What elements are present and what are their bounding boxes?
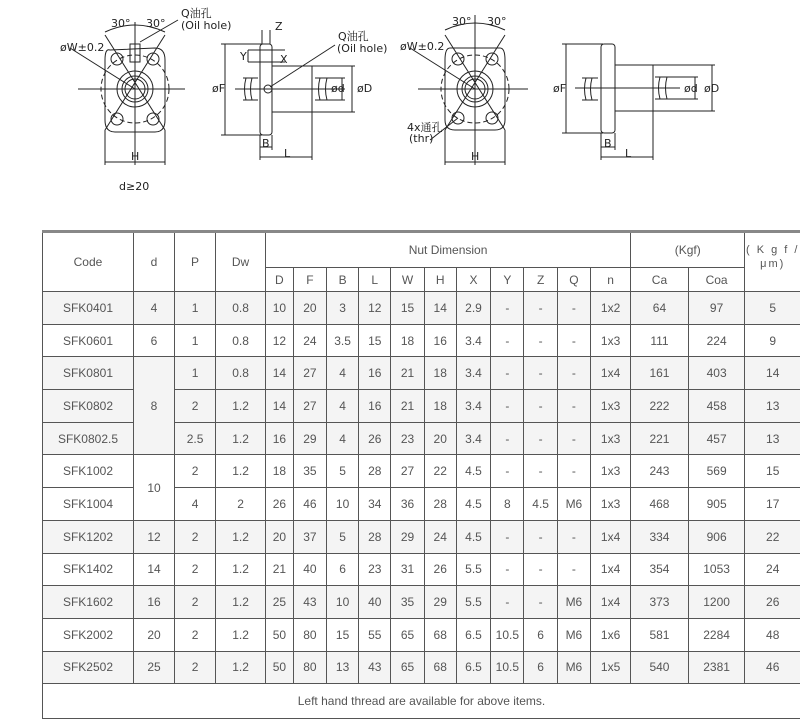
header-Z: Z bbox=[524, 268, 557, 292]
cell-n: 1x5 bbox=[591, 651, 631, 684]
right-front-angle-right: 30° bbox=[487, 15, 507, 28]
header-load-unit: (Kgf) bbox=[631, 232, 745, 268]
cell-L: 28 bbox=[359, 520, 391, 553]
cell-Q: - bbox=[557, 455, 590, 488]
cell-n: 1x3 bbox=[591, 390, 631, 423]
cell-W: 31 bbox=[391, 553, 424, 586]
cell-rigidity: 14 bbox=[745, 357, 800, 390]
cell-B: 5 bbox=[327, 455, 359, 488]
cell-Coa: 457 bbox=[688, 422, 745, 455]
cell-B: 3 bbox=[327, 292, 359, 325]
cell-Y: 8 bbox=[491, 488, 524, 521]
cell-Z: - bbox=[524, 390, 557, 423]
cell-F: 35 bbox=[293, 455, 326, 488]
cell-Coa: 403 bbox=[688, 357, 745, 390]
cell-Ca: 540 bbox=[631, 651, 689, 684]
cell-rigidity: 24 bbox=[745, 553, 800, 586]
cell-dw: 0.8 bbox=[216, 357, 266, 390]
cell-F: 80 bbox=[293, 651, 326, 684]
header-Q: Q bbox=[557, 268, 590, 292]
cell-p: 2 bbox=[175, 553, 216, 586]
right-side-d-label: ød bbox=[684, 82, 698, 95]
cell-Y: - bbox=[491, 292, 524, 325]
cell-H: 14 bbox=[424, 292, 456, 325]
cell-B: 4 bbox=[327, 357, 359, 390]
cell-n: 1x3 bbox=[591, 422, 631, 455]
cell-D: 26 bbox=[266, 488, 294, 521]
cell-Z: - bbox=[524, 455, 557, 488]
cell-W: 65 bbox=[391, 651, 424, 684]
left-front-angle-right: 30° bbox=[146, 17, 166, 30]
cell-L: 23 bbox=[359, 553, 391, 586]
cell-X: 3.4 bbox=[456, 357, 490, 390]
cell-Coa: 224 bbox=[688, 324, 745, 357]
cell-Y: 10.5 bbox=[491, 651, 524, 684]
cell-Coa: 458 bbox=[688, 390, 745, 423]
header-X: X bbox=[456, 268, 490, 292]
cell-code: SFK1402 bbox=[43, 553, 134, 586]
cell-n: 1x3 bbox=[591, 324, 631, 357]
cell-W: 35 bbox=[391, 586, 424, 619]
header-n: n bbox=[591, 268, 631, 292]
cell-H: 16 bbox=[424, 324, 456, 357]
left-side-y-label: Y bbox=[240, 50, 247, 63]
header-L: L bbox=[359, 268, 391, 292]
left-side-l-label: L bbox=[284, 147, 290, 160]
header-H: H bbox=[424, 268, 456, 292]
cell-dw: 1.2 bbox=[216, 455, 266, 488]
cell-L: 15 bbox=[359, 324, 391, 357]
cell-code: SFK0802 bbox=[43, 390, 134, 423]
cell-Ca: 64 bbox=[631, 292, 689, 325]
header-nut-dimension: Nut Dimension bbox=[266, 232, 631, 268]
cell-B: 3.5 bbox=[327, 324, 359, 357]
cell-Z: - bbox=[524, 553, 557, 586]
cell-d: 4 bbox=[133, 292, 174, 325]
technical-drawings bbox=[0, 0, 800, 200]
left-side-x-label: X bbox=[280, 53, 288, 66]
cell-rigidity: 5 bbox=[745, 292, 800, 325]
cell-Coa: 2284 bbox=[688, 618, 745, 651]
cell-code: SFK0401 bbox=[43, 292, 134, 325]
cell-p: 1 bbox=[175, 292, 216, 325]
right-front-thru-hole-cn: 4x通孔 bbox=[407, 119, 443, 135]
table-row bbox=[43, 520, 800, 553]
cell-Ca: 468 bbox=[631, 488, 689, 521]
cell-X: 3.4 bbox=[456, 390, 490, 423]
cell-L: 40 bbox=[359, 586, 391, 619]
left-front-width-label: H bbox=[131, 150, 139, 163]
cell-X: 3.4 bbox=[456, 422, 490, 455]
cell-Ca: 111 bbox=[631, 324, 689, 357]
cell-n: 1x4 bbox=[591, 520, 631, 553]
cell-Z: - bbox=[524, 324, 557, 357]
cell-p: 2 bbox=[175, 390, 216, 423]
cell-X: 3.4 bbox=[456, 324, 490, 357]
cell-Y: - bbox=[491, 553, 524, 586]
cell-X: 6.5 bbox=[456, 618, 490, 651]
cell-L: 34 bbox=[359, 488, 391, 521]
header-p: P bbox=[175, 232, 216, 292]
cell-Y: - bbox=[491, 586, 524, 619]
header-dw: Dw bbox=[216, 232, 266, 292]
cell-Z: - bbox=[524, 357, 557, 390]
cell-B: 13 bbox=[327, 651, 359, 684]
cell-D: 10 bbox=[266, 292, 294, 325]
cell-d: 14 bbox=[133, 553, 174, 586]
cell-Q: - bbox=[557, 357, 590, 390]
cell-d: 20 bbox=[133, 618, 174, 651]
cell-dw: 1.2 bbox=[216, 520, 266, 553]
cell-dw: 1.2 bbox=[216, 651, 266, 684]
cell-Q: M6 bbox=[557, 651, 590, 684]
cell-X: 4.5 bbox=[456, 455, 490, 488]
cell-d: 12 bbox=[133, 520, 174, 553]
cell-Ca: 373 bbox=[631, 586, 689, 619]
cell-Q: M6 bbox=[557, 488, 590, 521]
cell-Y: - bbox=[491, 357, 524, 390]
cell-D: 50 bbox=[266, 651, 294, 684]
right-side-f-label: øF bbox=[553, 82, 566, 95]
cell-d: 25 bbox=[133, 651, 174, 684]
cell-B: 4 bbox=[327, 390, 359, 423]
cell-W: 23 bbox=[391, 422, 424, 455]
cell-B: 5 bbox=[327, 520, 359, 553]
cell-W: 36 bbox=[391, 488, 424, 521]
cell-p: 2 bbox=[175, 586, 216, 619]
cell-W: 15 bbox=[391, 292, 424, 325]
table-row bbox=[43, 357, 800, 390]
cell-X: 5.5 bbox=[456, 553, 490, 586]
left-front-oil-hole-cn: Q油孔 bbox=[181, 5, 212, 21]
right-side-b-label: B bbox=[604, 137, 612, 150]
cell-rigidity: 46 bbox=[745, 651, 800, 684]
cell-p: 2.5 bbox=[175, 422, 216, 455]
cell-dw: 0.8 bbox=[216, 292, 266, 325]
table-row bbox=[43, 618, 800, 651]
cell-Q: M6 bbox=[557, 586, 590, 619]
cell-n: 1x4 bbox=[591, 357, 631, 390]
cell-p: 2 bbox=[175, 520, 216, 553]
cell-Coa: 2381 bbox=[688, 651, 745, 684]
drawing-lines bbox=[0, 0, 800, 200]
cell-Q: - bbox=[557, 324, 590, 357]
header-W: W bbox=[391, 268, 424, 292]
cell-H: 26 bbox=[424, 553, 456, 586]
left-side-d-label: ød bbox=[331, 82, 345, 95]
cell-code: SFK1002 bbox=[43, 455, 134, 488]
cell-H: 20 bbox=[424, 422, 456, 455]
cell-dw: 1.2 bbox=[216, 553, 266, 586]
right-side-D-label: øD bbox=[704, 82, 719, 95]
cell-L: 55 bbox=[359, 618, 391, 651]
cell-Z: - bbox=[524, 292, 557, 325]
cell-code: SFK1004 bbox=[43, 488, 134, 521]
cell-F: 20 bbox=[293, 292, 326, 325]
cell-d: 6 bbox=[133, 324, 174, 357]
cell-H: 68 bbox=[424, 618, 456, 651]
cell-n: 1x3 bbox=[591, 455, 631, 488]
cell-n: 1x2 bbox=[591, 292, 631, 325]
cell-rigidity: 9 bbox=[745, 324, 800, 357]
right-front-angle-left: 30° bbox=[452, 15, 472, 28]
cell-H: 24 bbox=[424, 520, 456, 553]
cell-n: 1x4 bbox=[591, 586, 631, 619]
cell-D: 50 bbox=[266, 618, 294, 651]
cell-B: 6 bbox=[327, 553, 359, 586]
cell-p: 2 bbox=[175, 651, 216, 684]
cell-Ca: 581 bbox=[631, 618, 689, 651]
cell-n: 1x4 bbox=[591, 553, 631, 586]
cell-F: 29 bbox=[293, 422, 326, 455]
cell-dw: 1.2 bbox=[216, 618, 266, 651]
cell-p: 4 bbox=[175, 488, 216, 521]
cell-D: 20 bbox=[266, 520, 294, 553]
cell-Y: - bbox=[491, 422, 524, 455]
cell-W: 65 bbox=[391, 618, 424, 651]
cell-code: SFK2502 bbox=[43, 651, 134, 684]
right-front-width-label: H bbox=[471, 150, 479, 163]
cell-W: 21 bbox=[391, 390, 424, 423]
cell-D: 14 bbox=[266, 390, 294, 423]
header-D: D bbox=[266, 268, 294, 292]
cell-Y: 10.5 bbox=[491, 618, 524, 651]
cell-code: SFK1202 bbox=[43, 520, 134, 553]
cell-L: 43 bbox=[359, 651, 391, 684]
cell-dw: 2 bbox=[216, 488, 266, 521]
cell-Ca: 243 bbox=[631, 455, 689, 488]
cell-B: 4 bbox=[327, 422, 359, 455]
cell-Coa: 905 bbox=[688, 488, 745, 521]
cell-B: 15 bbox=[327, 618, 359, 651]
cell-Y: - bbox=[491, 324, 524, 357]
cell-dw: 0.8 bbox=[216, 324, 266, 357]
cell-Y: - bbox=[491, 455, 524, 488]
cell-L: 28 bbox=[359, 455, 391, 488]
cell-Ca: 161 bbox=[631, 357, 689, 390]
cell-D: 16 bbox=[266, 422, 294, 455]
left-side-z-label: Z bbox=[275, 20, 283, 33]
footer-note: Left hand thread are available for above items. bbox=[43, 684, 800, 719]
header-rigidity-unit: ( K g f / μm) bbox=[745, 232, 800, 292]
ball-nut-specification-table bbox=[42, 230, 800, 719]
right-side-l-label: L bbox=[625, 147, 631, 160]
cell-code: SFK0601 bbox=[43, 324, 134, 357]
cell-L: 16 bbox=[359, 357, 391, 390]
header-Coa: Coa bbox=[688, 268, 745, 292]
cell-X: 2.9 bbox=[456, 292, 490, 325]
cell-n: 1x3 bbox=[591, 488, 631, 521]
cell-F: 24 bbox=[293, 324, 326, 357]
header-F: F bbox=[293, 268, 326, 292]
cell-Z: - bbox=[524, 520, 557, 553]
cell-Coa: 569 bbox=[688, 455, 745, 488]
right-front-diameter-label: øW±0.2 bbox=[400, 40, 444, 53]
table-row bbox=[43, 586, 800, 619]
header-B: B bbox=[327, 268, 359, 292]
cell-X: 6.5 bbox=[456, 651, 490, 684]
cell-code: SFK0802.5 bbox=[43, 422, 134, 455]
header-code: Code bbox=[43, 232, 134, 292]
cell-rigidity: 22 bbox=[745, 520, 800, 553]
cell-L: 26 bbox=[359, 422, 391, 455]
cell-code: SFK2002 bbox=[43, 618, 134, 651]
cell-Z: 6 bbox=[524, 618, 557, 651]
cell-p: 2 bbox=[175, 455, 216, 488]
right-front-thru-hole-en: (thr) bbox=[409, 132, 433, 145]
cell-H: 18 bbox=[424, 357, 456, 390]
cell-Z: 4.5 bbox=[524, 488, 557, 521]
cell-W: 27 bbox=[391, 455, 424, 488]
table-row bbox=[43, 553, 800, 586]
cell-Q: M6 bbox=[557, 618, 590, 651]
cell-Ca: 221 bbox=[631, 422, 689, 455]
cell-D: 25 bbox=[266, 586, 294, 619]
cell-D: 21 bbox=[266, 553, 294, 586]
cell-F: 37 bbox=[293, 520, 326, 553]
cell-rigidity: 15 bbox=[745, 455, 800, 488]
left-side-f-label: øF bbox=[212, 82, 225, 95]
cell-Q: - bbox=[557, 390, 590, 423]
cell-p: 1 bbox=[175, 324, 216, 357]
cell-H: 68 bbox=[424, 651, 456, 684]
cell-F: 80 bbox=[293, 618, 326, 651]
cell-Q: - bbox=[557, 553, 590, 586]
cell-Coa: 1200 bbox=[688, 586, 745, 619]
cell-W: 29 bbox=[391, 520, 424, 553]
cell-Ca: 354 bbox=[631, 553, 689, 586]
cell-F: 40 bbox=[293, 553, 326, 586]
cell-W: 18 bbox=[391, 324, 424, 357]
cell-n: 1x6 bbox=[591, 618, 631, 651]
cell-F: 27 bbox=[293, 390, 326, 423]
cell-Ca: 334 bbox=[631, 520, 689, 553]
cell-H: 22 bbox=[424, 455, 456, 488]
cell-code: SFK0801 bbox=[43, 357, 134, 390]
table-row bbox=[43, 292, 800, 325]
specification-table-container bbox=[42, 230, 800, 719]
cell-F: 46 bbox=[293, 488, 326, 521]
cell-rigidity: 13 bbox=[745, 422, 800, 455]
cell-D: 18 bbox=[266, 455, 294, 488]
cell-H: 28 bbox=[424, 488, 456, 521]
cell-rigidity: 26 bbox=[745, 586, 800, 619]
size-note: d≥20 bbox=[119, 180, 149, 193]
cell-rigidity: 48 bbox=[745, 618, 800, 651]
cell-p: 2 bbox=[175, 618, 216, 651]
cell-Q: - bbox=[557, 520, 590, 553]
header-Y: Y bbox=[491, 268, 524, 292]
cell-d: 10 bbox=[133, 455, 174, 520]
cell-Ca: 222 bbox=[631, 390, 689, 423]
cell-L: 16 bbox=[359, 390, 391, 423]
cell-Coa: 906 bbox=[688, 520, 745, 553]
header-Ca: Ca bbox=[631, 268, 689, 292]
cell-Q: - bbox=[557, 422, 590, 455]
cell-X: 5.5 bbox=[456, 586, 490, 619]
cell-d: 8 bbox=[133, 357, 174, 455]
left-front-oil-hole-en: (Oil hole) bbox=[181, 19, 231, 32]
cell-B: 10 bbox=[327, 488, 359, 521]
cell-H: 29 bbox=[424, 586, 456, 619]
cell-dw: 1.2 bbox=[216, 586, 266, 619]
cell-X: 4.5 bbox=[456, 520, 490, 553]
cell-Y: - bbox=[491, 390, 524, 423]
left-front-diameter-label: øW±0.2 bbox=[60, 41, 104, 54]
cell-dw: 1.2 bbox=[216, 422, 266, 455]
table-row bbox=[43, 324, 800, 357]
cell-Coa: 1053 bbox=[688, 553, 745, 586]
left-side-oil-hole-cn: Q油孔 bbox=[338, 28, 369, 44]
cell-F: 43 bbox=[293, 586, 326, 619]
cell-code: SFK1602 bbox=[43, 586, 134, 619]
cell-W: 21 bbox=[391, 357, 424, 390]
cell-Y: - bbox=[491, 520, 524, 553]
cell-Coa: 97 bbox=[688, 292, 745, 325]
cell-rigidity: 17 bbox=[745, 488, 800, 521]
left-side-D-label: øD bbox=[357, 82, 372, 95]
cell-D: 14 bbox=[266, 357, 294, 390]
cell-p: 1 bbox=[175, 357, 216, 390]
cell-Z: - bbox=[524, 586, 557, 619]
cell-D: 12 bbox=[266, 324, 294, 357]
header-d: d bbox=[133, 232, 174, 292]
cell-d: 16 bbox=[133, 586, 174, 619]
table-row bbox=[43, 651, 800, 684]
cell-B: 10 bbox=[327, 586, 359, 619]
left-front-angle-left: 30° bbox=[111, 17, 131, 30]
cell-X: 4.5 bbox=[456, 488, 490, 521]
cell-L: 12 bbox=[359, 292, 391, 325]
cell-H: 18 bbox=[424, 390, 456, 423]
cell-Z: - bbox=[524, 422, 557, 455]
left-side-b-label: B bbox=[262, 137, 270, 150]
cell-F: 27 bbox=[293, 357, 326, 390]
cell-Q: - bbox=[557, 292, 590, 325]
table-row bbox=[43, 455, 800, 488]
cell-dw: 1.2 bbox=[216, 390, 266, 423]
cell-Z: 6 bbox=[524, 651, 557, 684]
cell-rigidity: 13 bbox=[745, 390, 800, 423]
left-side-oil-hole-en: (Oil hole) bbox=[337, 42, 387, 55]
